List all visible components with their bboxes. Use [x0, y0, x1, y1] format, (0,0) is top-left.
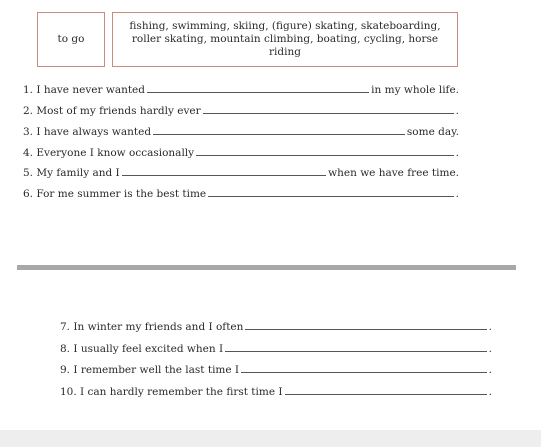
word-box-activities	[112, 12, 458, 67]
exercise-3-text: 3. I have always wanted	[23, 126, 152, 138]
viewer-bottom-bar	[0, 430, 541, 447]
exercise-7-text: 7. In winter my friends and I often	[60, 321, 244, 333]
exercise-10-blank[interactable]	[285, 393, 487, 395]
exercise-2-tail: .	[455, 105, 459, 117]
exercise-1	[23, 84, 459, 96]
section-divider	[17, 265, 516, 270]
exercise-8-tail: .	[488, 343, 492, 355]
exercise-10	[60, 386, 492, 398]
exercise-6-tail: .	[455, 188, 459, 200]
exercise-9-blank[interactable]	[241, 371, 487, 373]
exercise-7-tail: .	[488, 321, 492, 333]
exercise-8-blank[interactable]	[225, 350, 487, 352]
exercise-4	[23, 147, 459, 159]
exercise-7-blank[interactable]	[245, 328, 486, 330]
exercise-8-text: 8. I usually feel excited when I	[60, 343, 224, 355]
exercise-8	[60, 343, 492, 355]
exercise-1-tail: in my whole life.	[371, 84, 459, 96]
exercise-5-text: 5. My family and I	[23, 167, 120, 179]
exercise-9-text: 9. I remember well the last time I	[60, 364, 240, 376]
exercise-6-text: 6. For me summer is the best time	[23, 188, 207, 200]
exercise-1-blank[interactable]	[147, 91, 369, 93]
exercise-6-blank[interactable]	[208, 195, 454, 197]
exercise-3-tail: some day.	[406, 126, 459, 138]
exercise-5-tail: when we have free time.	[328, 167, 459, 179]
exercise-2	[23, 105, 459, 117]
exercise-9-tail: .	[488, 364, 492, 376]
exercise-4-text: 4. Everyone I know occasionally	[23, 147, 195, 159]
word-box-verb-text: to go	[57, 33, 85, 45]
exercise-1-text: 1. I have never wanted	[23, 84, 145, 96]
word-box-activities-text: fishing, swimming, skiing, (figure) skating, skateboarding, roller skating, mountain climbing, boating, cycling, horse riding	[129, 20, 441, 58]
exercise-6	[23, 188, 459, 200]
exercise-3-blank[interactable]	[153, 133, 405, 135]
exercise-5	[23, 167, 459, 179]
exercise-10-text: 10. I can hardly remember the first time I	[60, 386, 283, 398]
exercise-2-blank[interactable]	[203, 112, 454, 114]
exercise-3	[23, 126, 459, 138]
exercise-2-text: 2. Most of my friends hardly ever	[23, 105, 201, 117]
exercise-9	[60, 364, 492, 376]
exercise-4-blank[interactable]	[196, 154, 454, 156]
exercise-7	[60, 321, 492, 333]
exercise-10-tail: .	[488, 386, 492, 398]
word-box-verb	[37, 12, 105, 67]
exercise-5-blank[interactable]	[122, 174, 326, 176]
exercise-4-tail: .	[455, 147, 459, 159]
